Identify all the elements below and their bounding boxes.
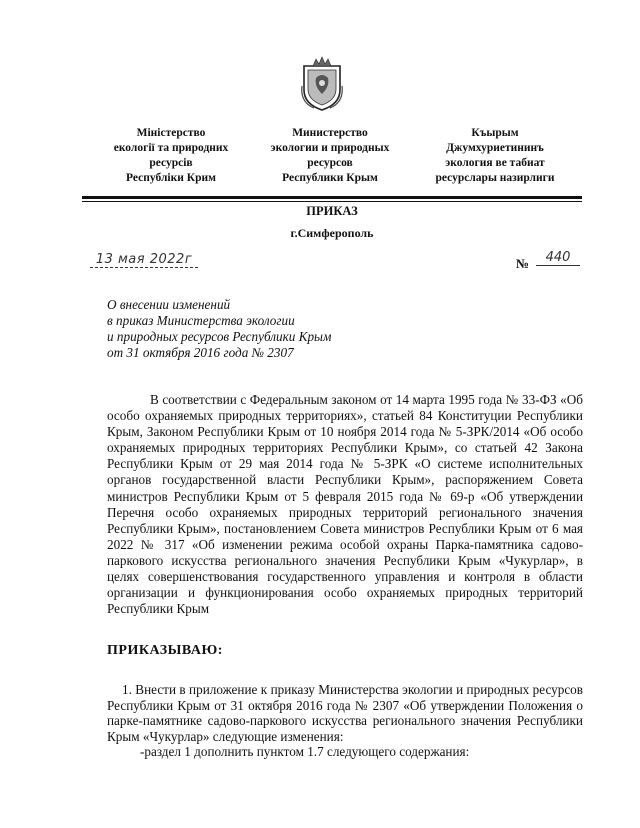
- handwritten-number: 440: [536, 250, 580, 266]
- ministry-line: Джумхуриетининъ: [446, 142, 544, 154]
- crimea-coat-of-arms-icon: [300, 56, 344, 112]
- document-type-title: ПРИКАЗ: [306, 204, 358, 218]
- subject-line: О внесении изменений: [107, 297, 231, 312]
- ministry-line: Республіки Крим: [126, 172, 216, 184]
- order-item-1-subpoint: -раздел 1 дополнить пунктом 1.7 следующего содержания:: [140, 744, 470, 759]
- ministry-line: Республики Крым: [282, 172, 378, 184]
- ministry-line: Міністерство: [136, 127, 206, 139]
- ministry-name-ukrainian: [96, 126, 246, 186]
- preamble-paragraph: В соответствии с Федеральным законом от 14 марта 1995 года № 33-ФЗ «Об особо охраняемых природных территориях», статьей 84 Конституции Республики Крым, Законом Республики Крым от 10 ноября 2014 года № 5-ЗРК/2014 «Об особо охраняемых природных территориях Республики Крым», со статьей 42 Закона Республики Крым от 29 мая 2014 года № 5-ЗРК «О системе исполнительных органов государственной власти Республики Крым», распоряжением Совета министров Республики Крым от 5 февраля 2015 года № 69-р «Об утверждении Перечня особо охраняемых природных территорий регионального значения Республики Крым», постановлением Совета министров Республики Крым от 6 мая 2022 № 317 «Об изменении режима особой охраны Парка-памятника садово-паркового искусства регионального значения Республики Крым «Чукурлар», в целях совершенствования государственного управления и контроля в области организации и функционирования особо охраняемых природных территорий Республики Крым: [107, 392, 583, 617]
- document-subject: [107, 297, 331, 361]
- ministry-line: ресурсів: [149, 157, 193, 169]
- ministry-line: ресурслары назирлиги: [435, 172, 555, 184]
- header-divider-thick: [82, 196, 582, 199]
- handwritten-date: 13 мая 2022г: [90, 252, 198, 268]
- ministry-line: экологии и природных: [270, 142, 390, 154]
- order-item-1: 1. Внести в приложение к приказу Министерства экологии и природных ресурсов Республики Крым от 31 октября 2016 года № 2307 «Об утверждении Положения о парке-памятнике садово-паркового искусства регионального значения Республики Крым «Чукурлар» следующие изменения:: [107, 682, 583, 744]
- ministry-name-russian: [255, 126, 405, 186]
- subject-line: в приказ Министерства экологии: [107, 313, 295, 328]
- ministry-line: экология ве табиат: [445, 157, 545, 169]
- header-divider-thin: [82, 201, 582, 202]
- number-label: №: [516, 256, 530, 271]
- subject-line: и природных ресурсов Республики Крым: [107, 329, 332, 344]
- ministry-line: ресурсов: [307, 157, 353, 169]
- ministry-line: Министерство: [292, 127, 368, 139]
- ministry-name-crimean-tatar: [420, 126, 570, 186]
- ministry-line: екології та природних: [113, 142, 229, 154]
- document-city: г.Симферополь: [290, 226, 374, 240]
- subject-line: от 31 октября 2016 года № 2307: [107, 345, 294, 360]
- order-heading: ПРИКАЗЫВАЮ:: [107, 643, 223, 658]
- ministry-line: Къырым: [471, 127, 519, 139]
